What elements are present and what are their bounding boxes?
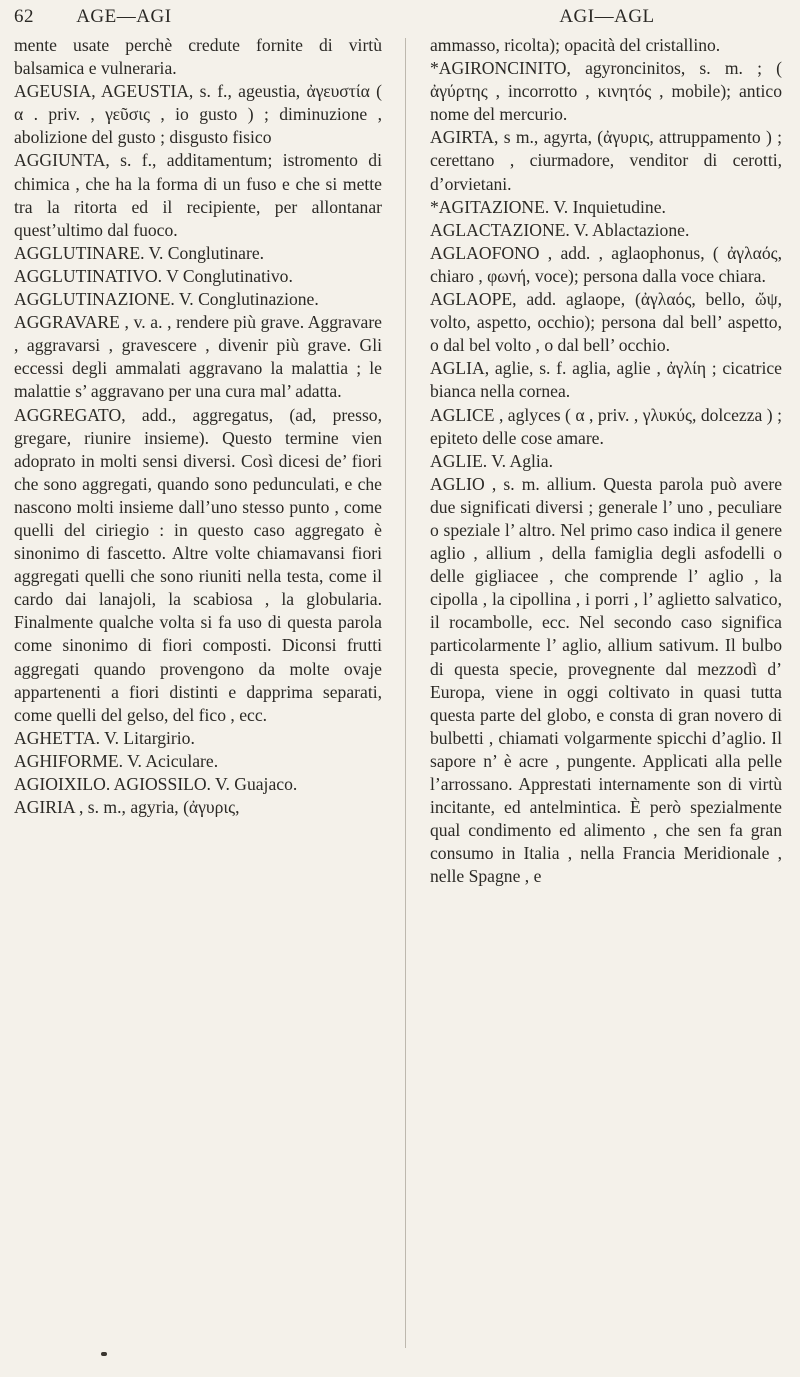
entry: AGGLUTINATIVO. V Conglutinativo. (14, 265, 293, 286)
right-running-header (432, 6, 782, 32)
entry: AGHIFORME. V. Aciculare. (14, 750, 219, 771)
entry: AGLIA, aglie, s. f. aglia, aglie , ἀγλίη ; cicatrice bianca nella cornea. (430, 358, 782, 402)
entry: AGLACTAZIONE. V. Ablactazione. (430, 219, 690, 240)
entry: AGGIUNTA, s. f., additamentum; istromento di chimica , che ha la forma di un fuso e che si mette tra la ritorta ed il recipiente, per allontanar quest’ultimo dal fuoco. (14, 150, 382, 240)
left-column (14, 34, 382, 819)
entry: AGIRTA, s m., agyrta, (ἀγυρις, attruppamento ) ; cerettano , ciurmadore, venditor di cerotti, d’orvietani. (430, 127, 782, 194)
right-column (430, 34, 782, 888)
entry: AGEUSIA, AGEUSTIA, s. f., ageustia, ἀγευστία ( α . priv. , γεῦσις , io gusto ) ; diminuzione , abolizione del gusto ; disgusto fisico (14, 81, 382, 148)
entry: AGIOIXILO. AGIOSSILO. V. Guajaco. (14, 774, 298, 794)
entry: *AGIRONCINITO, agyroncinitos, s. m. ; ( ἀγύρτης , incorrotto , κινητός , mobile); antico nome del mercurio. (430, 58, 782, 125)
entry: AGLIO , s. m. allium. Questa parola può avere due significati diversi ; generale l’ uno , peculiare o speziale l’ altro. Nel primo caso indica il genere aglio , allium , della famiglia degli asfodelli o delle gigliacee , che comprende l’ aglio , la cipolla , la cipollina , i porri , l’ aglietto salvatico, il rocambolle, ecc. Nel secondo caso significa particolarmente l’ aglio, allium sativum. Il bulbo di questa specie, provegnente dal mezzodì d’ Europa, viene in oggi coltivato in quasi tutta questa parte del globo, e consta di gran novero di bulbetti , chiamati volgarmente spicchi d’aglio. Il sapore n’ è acre , pungente. Applicati alla pelle l’arrossano. Apprestati internamente son di virtù incitante, ed antelmintica. È però spezialmente qual condimento ed alimento , che sen fa gran consumo in Italia , nella Francia Meridionale , nelle Spagne , e (430, 473, 782, 887)
entry: AGLIE. V. Aglia. (430, 450, 553, 471)
entry: ammasso, ricolta); opacità del cristallino. (430, 35, 721, 55)
ink-mark (101, 1352, 107, 1356)
page-number: 62 (14, 6, 34, 27)
entry: *AGITAZIONE. V. Inquietudine. (430, 196, 666, 217)
entry: AGLICE , aglyces ( α , priv. , γλυκύς, dolcezza ) ; epiteto delle cose amare. (430, 404, 782, 448)
left-running-title: AGE—AGI (76, 6, 172, 27)
left-running-header (14, 6, 384, 32)
entry: AGGLUTINAZIONE. V. Conglutinazione. (14, 289, 319, 310)
entry: AGLAOPE, add. aglaope, (ἀγλαός, bello, ὤψ, volto, aspetto, occhio); persona dal bell’ aspetto, o dal bel volto , o dal bell’ occhio. (430, 289, 782, 356)
entry: mente usate perchè credute fornite di virtù balsamica e vulneraria. (14, 35, 382, 79)
entry: AGGRAVARE , v. a. , rendere più grave. Aggravare , aggravarsi , gravescere , divenir più grave. Gli eccessi degli ammalati aggravano la malattia ; le malattie s’ aggravano per una cura mal’ adatta. (14, 312, 382, 402)
entry: AGGREGATO, add., aggregatus, (ad, presso, gregare, riunire insieme). Questo termine vien adoprato in molti sensi diversi. Così dicesi de’ fiori che sono aggregati, quando sono pedunculati, e che nascono molti insieme dall’uno stesso punto , come quelli del ciriegio : in questo caso aggregato è sinonimo di fascetto. Altre volte chiamavansi fiori aggregati quelli che sono riuniti nella testa, come il cardo dai lanajoli, la scabiosa , la globularia. Finalmente qualche volta si fa uso di questa parola come sinonimo di fiori composti. Diconsi frutti aggregati quando provengono da molte ovaje appartenenti a fiori distinti e dapprima separati, come quelli del gelso, del fico , ecc. (14, 404, 382, 725)
entry: AGIRIA , s. m., agyria, (ἀγυρις, (14, 797, 240, 818)
entry: AGGLUTINARE. V. Conglutinare. (14, 242, 265, 263)
entry: AGHETTA. V. Litargirio. (14, 727, 195, 748)
entry: AGLAOFONO , add. , aglaophonus, ( ἀγλαός, chiaro , φωνή, voce); persona dalla voce chiara. (430, 242, 782, 286)
right-running-title: AGI—AGL (559, 6, 655, 27)
column-divider (405, 38, 406, 1348)
